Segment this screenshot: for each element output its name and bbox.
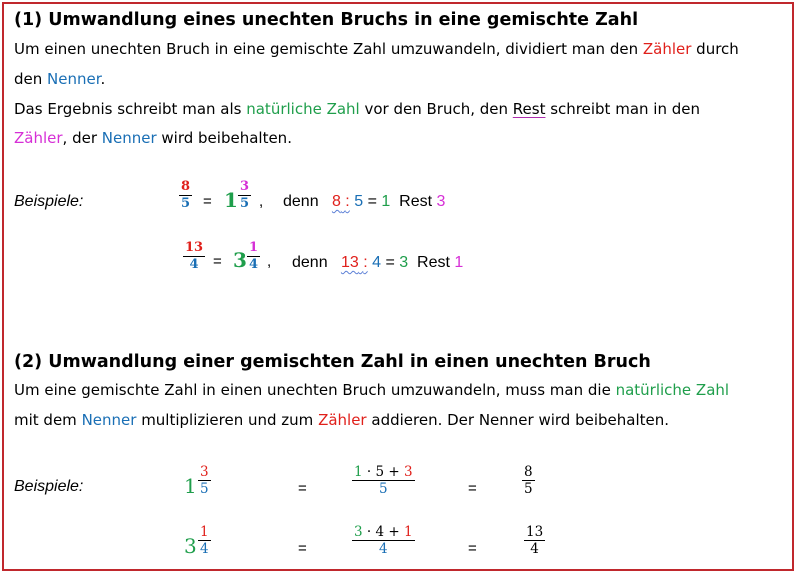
section1-line1: Um einen unechten Bruch in eine gemischte Zahl umzuwandeln, dividiert man den Zähler durch [14, 40, 739, 58]
result-fraction: 8 5 [524, 464, 533, 498]
mixed-whole: 3 [184, 534, 197, 558]
mixed-whole: 1 [184, 474, 197, 498]
mixed-whole: 3 [233, 248, 247, 272]
equals-sign: = [213, 253, 222, 270]
division-explanation: denn 8 : 5 = 1 Rest 3 [283, 193, 446, 210]
section1-line2: den Nenner. [14, 70, 106, 88]
improper-fraction: 13 4 [185, 240, 204, 272]
mixed-whole: 1 [224, 188, 238, 212]
calculation-fraction: 3 · 4 + 1 4 [354, 524, 413, 558]
section2-heading: (2) Umwandlung einer gemischten Zahl in einen unechten Bruch [14, 352, 651, 372]
section1-line3: Das Ergebnis schreibt man als natürliche Zahl vor den Bruch, den Rest schreibt man in den [14, 100, 700, 118]
calculation-fraction: 1 · 5 + 3 5 [354, 464, 413, 498]
equals-sign: = [298, 480, 307, 497]
section1-heading: (1) Umwandlung eines unechten Bruchs in eine gemischte Zahl [14, 10, 639, 30]
mixed-fraction: 1 4 [249, 240, 259, 272]
improper-fraction: 8 5 [181, 179, 191, 211]
section2-line2: mit dem Nenner multiplizieren und zum Zähler addieren. Der Nenner wird beibehalten. [14, 411, 670, 429]
section1-line4: Zähler, der Nenner wird beibehalten. [14, 129, 292, 147]
mixed-fraction: 3 5 [200, 464, 209, 498]
equals-sign: = [468, 540, 477, 557]
section1-examples-label: Beispiele: [14, 193, 84, 210]
division-explanation: denn 13 : 4 = 3 Rest 1 [292, 254, 464, 271]
equals-sign: = [468, 480, 477, 497]
section2-line1: Um eine gemischte Zahl in einen unechten Bruch umzuwandeln, muss man die natürliche Zahl [14, 381, 730, 399]
result-fraction: 13 4 [526, 524, 544, 558]
mixed-fraction: 1 4 [200, 524, 209, 558]
equals-sign: = [298, 540, 307, 557]
equals-sign: = [203, 193, 212, 210]
section2-examples-label: Beispiele: [14, 478, 84, 495]
comma: , [267, 253, 272, 270]
mixed-fraction: 3 5 [240, 179, 250, 211]
comma: , [259, 193, 264, 210]
